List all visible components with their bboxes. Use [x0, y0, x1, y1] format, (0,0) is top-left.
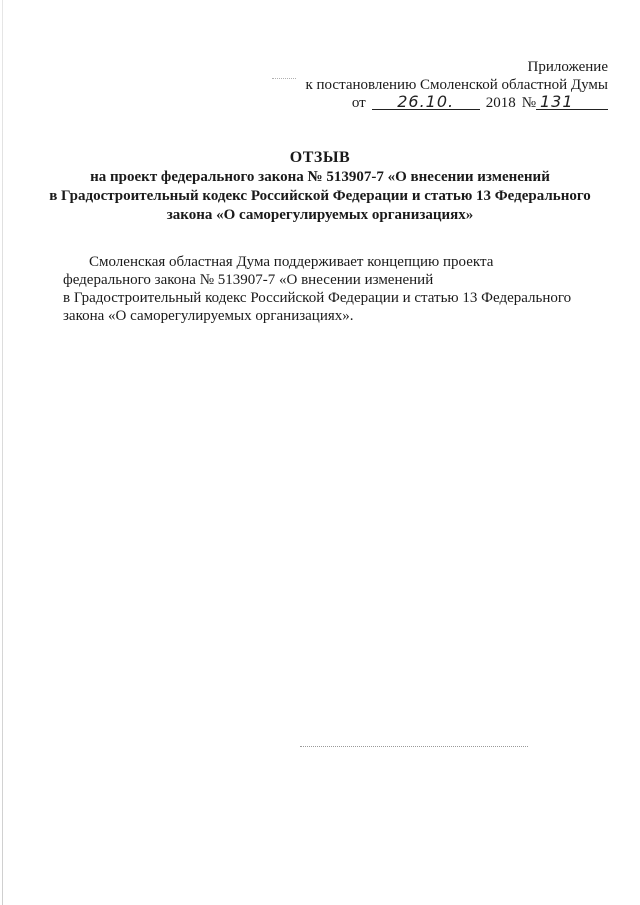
body-word: 13 [462, 290, 478, 306]
scan-artifact [300, 746, 528, 749]
body-word: концепцию [367, 254, 440, 270]
body-word: «О [279, 272, 298, 288]
year: 2018 [485, 95, 516, 111]
resolution-reference: к постановлению Смоленской областной Думы [305, 77, 608, 93]
scan-edge [2, 0, 3, 905]
title-line-1: на проект федерального закона № 513907-7 «О внесении изменений [90, 169, 550, 185]
body-word: Федерации [328, 290, 399, 306]
body-word: закона [154, 272, 196, 288]
body-word: федерального [63, 272, 151, 288]
body-word: Градостроительный [73, 290, 202, 306]
title-line-3: закона «О саморегулируемых организациях» [166, 207, 474, 223]
body-word: проекта [443, 254, 494, 270]
body-word: Дума [236, 254, 271, 270]
date-number-line [268, 94, 608, 112]
body-word: областная [169, 254, 233, 270]
body-word: Федерального [481, 290, 572, 306]
body-row-3 [63, 289, 612, 307]
appendix-label: Приложение [527, 59, 608, 75]
body-paragraph [63, 253, 612, 325]
date-prefix: от [351, 95, 366, 111]
body-word: кодекс [205, 290, 247, 306]
title-line-2: в Градостроительный кодекс Российской Федерации и статью 13 Федерального [49, 188, 591, 204]
body-row-2 [63, 271, 612, 289]
handwritten-number: 131 [536, 94, 608, 110]
body-word: и [402, 290, 411, 306]
body-word: внесении [301, 272, 361, 288]
title-heading: ОТЗЫВ [289, 149, 351, 166]
body-word: Российской [250, 290, 325, 306]
document-title [40, 148, 600, 225]
body-word: статью [414, 290, 459, 306]
appendix-header [268, 58, 608, 112]
body-word: поддерживает [273, 254, 364, 270]
body-word: в [63, 290, 71, 306]
body-row-1 [63, 253, 612, 271]
body-word: № 513907-7 [199, 272, 276, 288]
handwritten-date: 26.10. [372, 94, 480, 110]
body-word: изменений [364, 272, 434, 288]
number-sign: № [521, 95, 536, 111]
body-row-4: закона «О саморегулируемых организациях». [63, 308, 354, 324]
body-word: Смоленская [89, 254, 166, 270]
